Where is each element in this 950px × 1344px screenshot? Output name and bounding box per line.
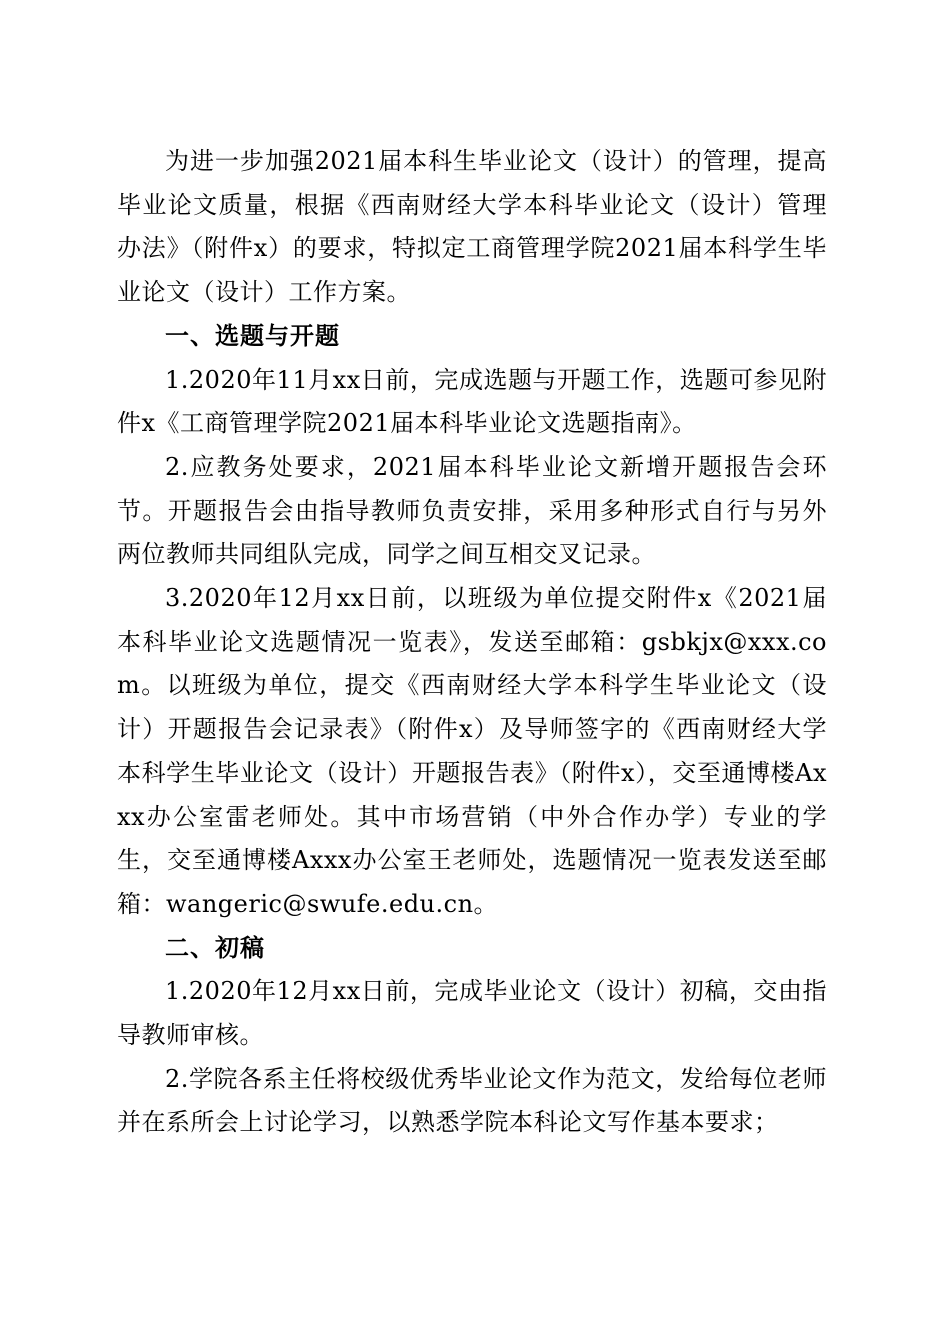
section-heading-topic-selection: 一、选题与开题 [165,321,340,350]
section-2-item-2: 2.学院各系主任将校级优秀毕业论文作为范文，发给每位老师并在系所会上讨论学习，以熟悉学院本科论文写作基本要求； [117,1064,827,1137]
section-2-item-1: 1.2020年12月xx日前，完成毕业论文（设计）初稿，交由指导教师审核。 [117,977,827,1050]
section-1-item-3: 3.2020年12月xx日前，以班级为单位提交附件x《2021届本科毕业论文选题情况一览表》，发送至邮箱：gsbkjx@xxx.com。以班级为单位，提交《西南财经大学本科学生毕业论文（设计）开题报告会记录表》（附件x）及导师签字的《西南财经大学本科学生毕业论文（设计）开题报告表》（附件x），交至通博楼Axxx办公室雷老师处。其中市场营销（中外合作办学）专业的学生，交至通博楼Axxx办公室王老师处，选题情况一览表发送至邮箱：wangeric@swufe.edu.cn。 [117,584,827,918]
document-body [117,140,827,1145]
section-1-item-1: 1.2020年11月xx日前，完成选题与开题工作，选题可参见附件x《工商管理学院2021届本科毕业论文选题指南》。 [117,365,827,438]
section-1-item-2: 2.应教务处要求，2021届本科毕业论文新增开题报告会环节。开题报告会由指导教师负责安排，采用多种形式自行与另外两位教师共同组队完成，同学之间互相交叉记录。 [117,452,827,569]
section-heading-first-draft: 二、初稿 [165,933,265,962]
intro-paragraph: 为进一步加强2021届本科生毕业论文（设计）的管理，提高毕业论文质量，根据《西南财经大学本科毕业论文（设计）管理办法》（附件x）的要求，特拟定工商管理学院2021届本科学生毕业论文（设计）工作方案。 [117,147,827,307]
